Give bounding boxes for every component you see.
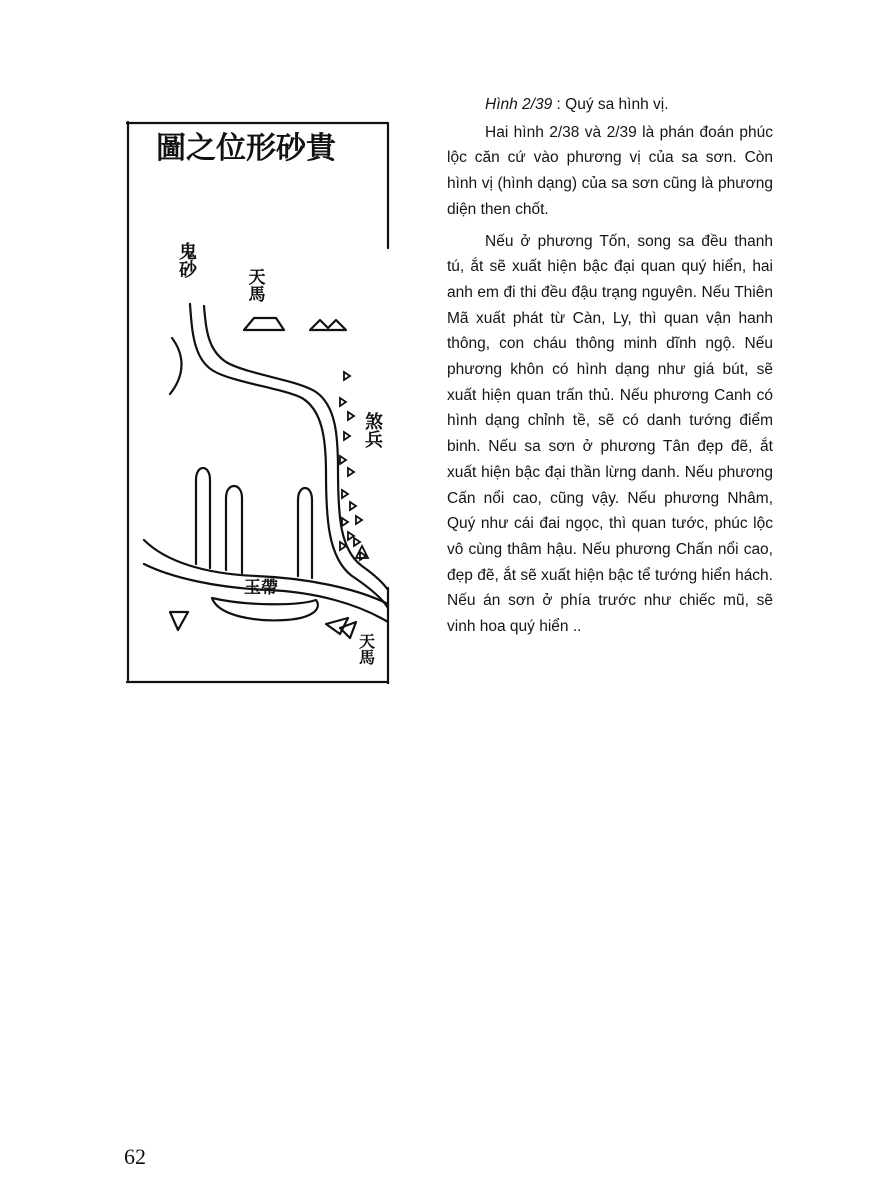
label-tianma-bottom	[358, 634, 376, 666]
mountain-2	[310, 320, 346, 330]
page-number: 62	[124, 1144, 146, 1169]
label-tianma-top	[248, 270, 266, 304]
label-tianma-top-text: 天馬	[248, 268, 266, 305]
triangle-bottom-right-2	[340, 622, 356, 638]
label-guisha	[178, 244, 198, 280]
label-tianma-bottom-text: 天馬	[358, 632, 375, 667]
guisha-position-figure	[126, 118, 392, 684]
figure-caption	[447, 92, 773, 118]
jade-belt-shape	[212, 598, 318, 620]
caption-label: Hình 2/39	[485, 96, 553, 113]
finger-2	[226, 486, 242, 573]
finger-1	[196, 468, 210, 568]
paragraph-2: Nếu ở phương Tốn, song sa đều thanh tú, ắt sẽ xuất hiện bậc đại quan quý hiển, hai anh em đi thi đều đậu trạng nguyên. Nếu Thiên Mã xuất phát từ Càn, Ly, thì quan vận hanh thông, con cháu thông minh dĩnh ngộ. Nếu phương khôn có hình dạng như giá bút, sẽ xuất hiện quan trấn thủ. Nếu phương Canh có hình dạng chỉnh tề, sẽ có danh tướng điểm binh. Nếu sa sơn ở phương Tân đẹp đẽ, ắt xuất hiện bậc đại thần lừng danh. Nếu phương Cấn nổi cao, cũng vậy. Nếu phương Nhâm, Quý như cái đai ngọc, thì quan tước, phúc lộc vô cùng thâm hậu. Nếu phương Chấn nổi cao, đẹp đẽ, ắt sẽ xuất hiện bậc tể tướng hiển hách. Nếu án sơn ở phía trước như chiếc mũ, sẽ vinh hoa quý hiển ..	[447, 232, 773, 636]
mountain-1	[244, 318, 284, 330]
paragraph-1: Hai hình 2/38 và 2/39 là phán đoán phúc lộc căn cứ vào phương vị của sa sơn. Còn hình vị (hình dạng) của sa sơn cũng là phương diện then chốt.	[447, 123, 773, 218]
left-arc	[170, 338, 182, 394]
label-yudai-text: 玉帶	[244, 578, 278, 598]
troop-markers	[340, 372, 368, 560]
figure-title: 圖之位形砂貴	[156, 131, 336, 166]
caption-text: : Quý sa hình vị.	[552, 96, 669, 113]
figure-drawing	[126, 118, 392, 684]
label-yudai	[244, 580, 278, 597]
triangle-bottom-left	[170, 612, 188, 630]
finger-3	[298, 488, 312, 578]
label-shabing	[364, 414, 384, 450]
label-shabing-text: 煞兵	[365, 412, 383, 451]
label-guisha-text: 鬼砂	[179, 242, 197, 281]
text-column	[447, 92, 773, 646]
